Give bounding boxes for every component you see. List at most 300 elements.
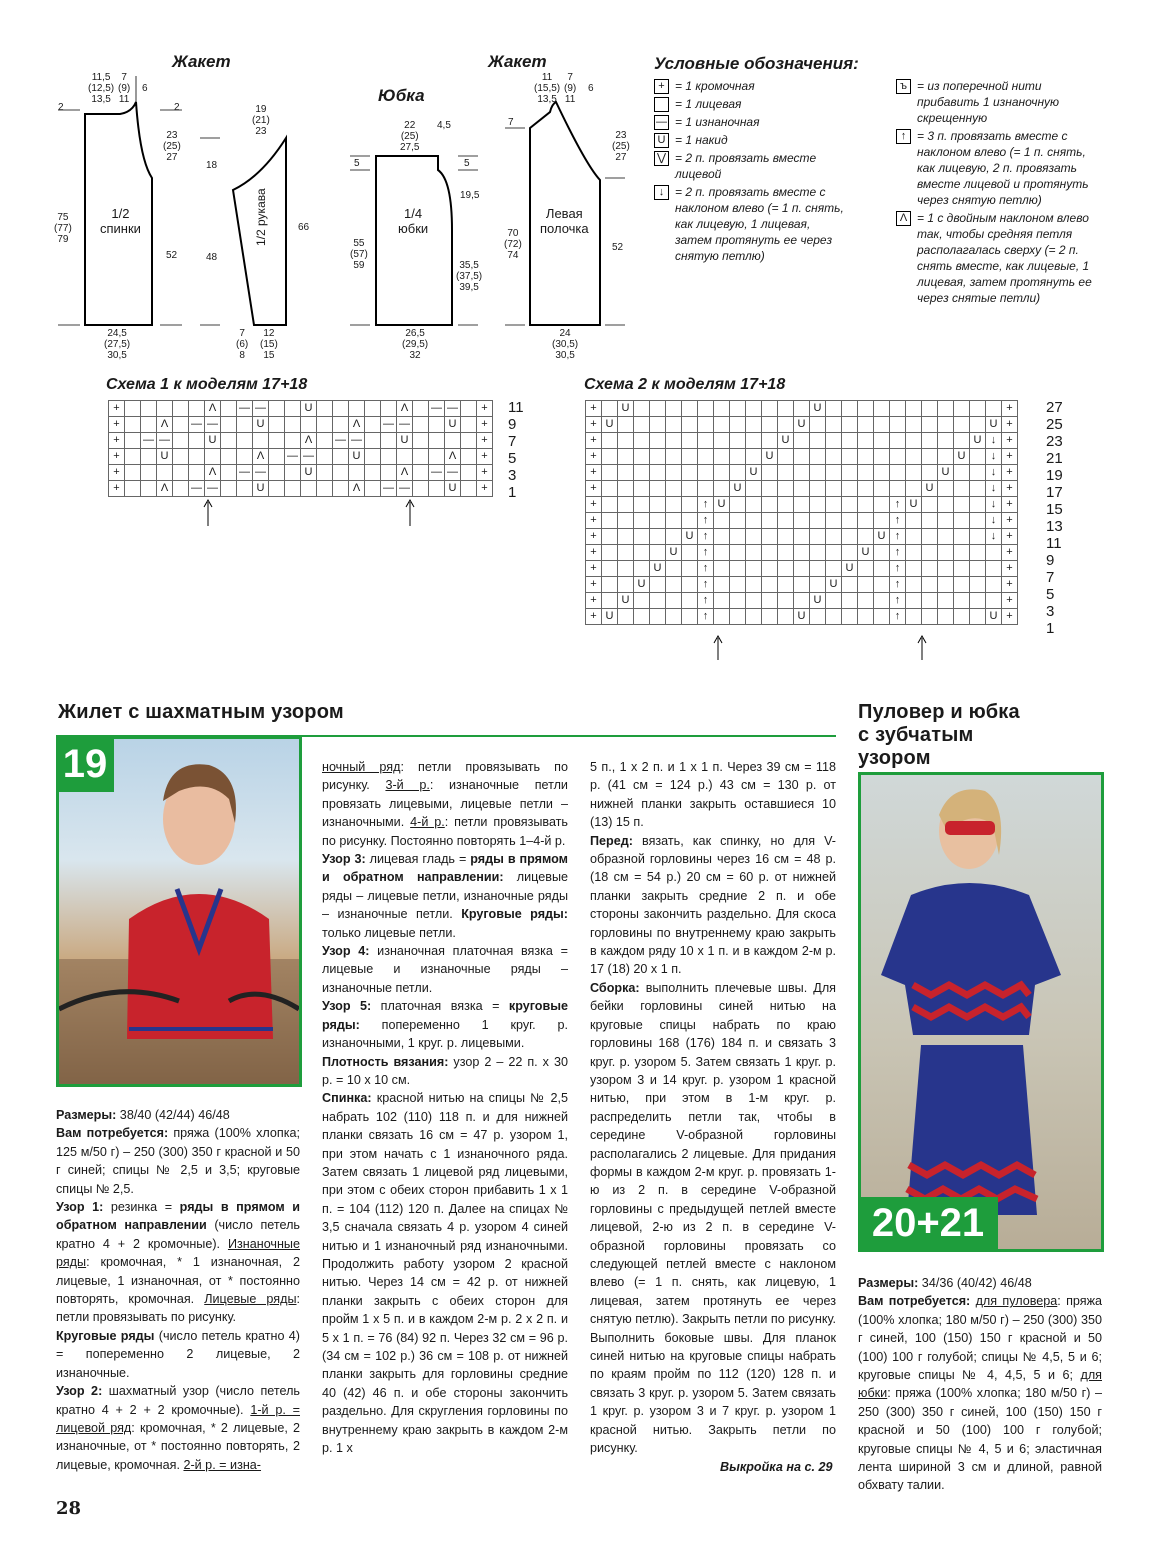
grid-cell bbox=[794, 433, 810, 449]
grid-cell bbox=[269, 401, 285, 417]
grid-cell bbox=[429, 433, 445, 449]
grid-cell bbox=[365, 449, 381, 465]
grid-cell bbox=[730, 465, 746, 481]
grid-cell bbox=[730, 513, 746, 529]
grid-cell bbox=[634, 449, 650, 465]
grid-cell bbox=[842, 481, 858, 497]
skirt-length: 55 (57) 59 bbox=[350, 238, 368, 271]
grid-cell bbox=[842, 465, 858, 481]
grid-cell bbox=[618, 561, 634, 577]
article20-number-badge bbox=[858, 1197, 998, 1249]
grid-cell bbox=[269, 465, 285, 481]
grid-cell bbox=[141, 449, 157, 465]
grid-cell: + bbox=[1002, 497, 1018, 513]
grid-cell: Λ bbox=[205, 401, 221, 417]
grid-cell: — bbox=[205, 481, 221, 497]
grid-cell: Λ bbox=[397, 401, 413, 417]
grid-cell: U bbox=[794, 417, 810, 433]
grid-cell bbox=[730, 529, 746, 545]
grid-cell bbox=[762, 481, 778, 497]
grid-cell bbox=[666, 481, 682, 497]
grid-cell bbox=[826, 529, 842, 545]
scheme2-arrows bbox=[710, 634, 930, 662]
grid-cell bbox=[237, 433, 253, 449]
grid-cell bbox=[602, 465, 618, 481]
page-number: 28 bbox=[56, 1498, 82, 1519]
article20-text bbox=[858, 1274, 1102, 1495]
grid-cell: ↑ bbox=[890, 497, 906, 513]
row-number: 7 bbox=[1046, 569, 1055, 586]
jacket-back-top-width: 11,5 (12,5) 13,5 bbox=[88, 72, 115, 105]
grid-cell bbox=[970, 545, 986, 561]
grid-cell bbox=[666, 401, 682, 417]
grid-cell bbox=[906, 593, 922, 609]
grid-cell bbox=[461, 465, 477, 481]
grid-cell: U bbox=[986, 417, 1002, 433]
grid-cell: — bbox=[189, 417, 205, 433]
grid-cell bbox=[922, 529, 938, 545]
grid-cell bbox=[317, 401, 333, 417]
grid-cell bbox=[778, 545, 794, 561]
grid-cell: ↑ bbox=[890, 609, 906, 625]
grid-cell bbox=[746, 401, 762, 417]
grid-cell bbox=[317, 433, 333, 449]
grid-cell bbox=[221, 481, 237, 497]
grid-cell bbox=[730, 497, 746, 513]
grid-cell: — bbox=[333, 433, 349, 449]
grid-cell bbox=[714, 401, 730, 417]
grid-cell bbox=[874, 433, 890, 449]
legend-symbol-icon: ⋁ bbox=[654, 151, 669, 166]
legend bbox=[654, 54, 1114, 74]
grid-cell: — bbox=[429, 465, 445, 481]
grid-cell: U bbox=[682, 529, 698, 545]
grid-cell bbox=[602, 561, 618, 577]
grid-cell bbox=[842, 433, 858, 449]
grid-cell bbox=[618, 609, 634, 625]
grid-cell: + bbox=[1002, 433, 1018, 449]
grid-cell bbox=[874, 449, 890, 465]
grid-cell bbox=[397, 449, 413, 465]
grid-cell bbox=[810, 417, 826, 433]
grid-cell: — bbox=[157, 433, 173, 449]
article19-pattern-ref[interactable]: Выкройка на с. 29 bbox=[720, 1460, 833, 1474]
legend-symbol-icon: + bbox=[654, 79, 669, 94]
grid-cell bbox=[810, 577, 826, 593]
grid-cell bbox=[778, 593, 794, 609]
grid-cell bbox=[746, 497, 762, 513]
grid-cell bbox=[365, 465, 381, 481]
grid-cell bbox=[365, 401, 381, 417]
grid-cell bbox=[810, 513, 826, 529]
legend-item bbox=[896, 128, 1102, 208]
grid-cell bbox=[922, 465, 938, 481]
grid-cell bbox=[842, 545, 858, 561]
grid-cell bbox=[858, 417, 874, 433]
grid-cell bbox=[858, 561, 874, 577]
grid-cell: U bbox=[810, 593, 826, 609]
grid-cell bbox=[698, 401, 714, 417]
paragraph: Перед: вязать, как спинку, но для V-образной горловины через 16 см = 48 р. (18 см = 54 р.) 20 см = 60 р. от нижней планки закрыть средние 2 п. и обе стороны закончить раздельно. Для скоса горловины по внутреннему краю закрыть в каждом ряду 10 x 1 п. и в каждом 2-м р. 17 (18) 20 x 1 п. bbox=[590, 833, 836, 977]
grid-cell bbox=[730, 577, 746, 593]
jacket-back-bottom: 24,5 (27,5) 30,5 bbox=[104, 328, 131, 361]
grid-cell: + bbox=[1002, 593, 1018, 609]
grid-cell bbox=[365, 433, 381, 449]
grid-cell bbox=[730, 561, 746, 577]
grid-cell: U bbox=[746, 465, 762, 481]
grid-cell bbox=[794, 401, 810, 417]
grid-cell bbox=[906, 401, 922, 417]
grid-cell: + bbox=[586, 481, 602, 497]
paragraph: Узор 3: лицевая гладь = ряды в прямом и обратном направлении: лицевые ряды – лицевые петли, изнаночные ряды – изнаночные петли. Круговые ряды: только лицевые петли. bbox=[322, 852, 568, 940]
grid-cell bbox=[890, 465, 906, 481]
legend-item bbox=[654, 184, 844, 264]
grid-cell bbox=[922, 497, 938, 513]
grid-cell: ↓ bbox=[986, 449, 1002, 465]
grid-cell: ↑ bbox=[698, 513, 714, 529]
grid-cell: + bbox=[109, 433, 125, 449]
grid-cell bbox=[285, 465, 301, 481]
grid-cell bbox=[189, 401, 205, 417]
grid-cell bbox=[173, 417, 189, 433]
grid-cell bbox=[762, 609, 778, 625]
grid-cell: ↑ bbox=[890, 545, 906, 561]
jacket-back-length: 75 (77) 79 bbox=[54, 212, 72, 245]
grid-cell: + bbox=[586, 465, 602, 481]
grid-cell bbox=[778, 529, 794, 545]
grid-cell: + bbox=[1002, 577, 1018, 593]
grid-cell bbox=[221, 465, 237, 481]
grid-cell bbox=[650, 481, 666, 497]
grid-cell bbox=[650, 433, 666, 449]
skirt-title: Юбка bbox=[378, 86, 425, 105]
scheme1-arrows bbox=[200, 498, 420, 528]
jacket-front-side: 7 bbox=[508, 117, 514, 128]
grid-cell bbox=[938, 609, 954, 625]
grid-cell bbox=[650, 545, 666, 561]
grid-cell bbox=[954, 593, 970, 609]
grid-cell: + bbox=[109, 417, 125, 433]
grid-cell bbox=[906, 529, 922, 545]
grid-cell bbox=[906, 465, 922, 481]
grid-cell bbox=[794, 577, 810, 593]
grid-cell bbox=[618, 465, 634, 481]
paragraph: Размеры: 34/36 (40/42) 46/48 bbox=[858, 1276, 1032, 1290]
grid-cell bbox=[746, 433, 762, 449]
grid-cell bbox=[682, 545, 698, 561]
grid-cell bbox=[634, 529, 650, 545]
jacket-back-right-drop: 2 bbox=[174, 102, 180, 113]
row-number: 9 bbox=[508, 416, 517, 433]
grid-cell bbox=[746, 529, 762, 545]
grid-cell bbox=[221, 417, 237, 433]
article20-title-line3: узором bbox=[858, 747, 931, 769]
grid-cell bbox=[602, 577, 618, 593]
grid-cell bbox=[794, 529, 810, 545]
article19-title: Жилет с шахматным узором bbox=[58, 701, 344, 723]
grid-cell bbox=[253, 433, 269, 449]
grid-cell bbox=[682, 609, 698, 625]
grid-cell bbox=[666, 449, 682, 465]
grid-cell bbox=[365, 481, 381, 497]
grid-cell: — bbox=[253, 401, 269, 417]
grid-cell bbox=[858, 609, 874, 625]
paragraph: Круговые ряды (число петель кратно 4) = попеременно 2 лицевые, 2 изнаночные. bbox=[56, 1328, 300, 1380]
grid-cell bbox=[794, 545, 810, 561]
row-number: 21 bbox=[1046, 450, 1063, 467]
grid-cell bbox=[381, 401, 397, 417]
grid-cell bbox=[954, 577, 970, 593]
grid-cell bbox=[826, 513, 842, 529]
grid-cell bbox=[634, 481, 650, 497]
grid-cell bbox=[970, 513, 986, 529]
grid-cell: Λ bbox=[445, 449, 461, 465]
grid-cell bbox=[602, 433, 618, 449]
grid-cell bbox=[954, 401, 970, 417]
grid-cell bbox=[461, 481, 477, 497]
grid-cell: ↑ bbox=[890, 561, 906, 577]
grid-cell bbox=[938, 561, 954, 577]
grid-cell bbox=[794, 481, 810, 497]
legend-symbol-icon: — bbox=[656, 116, 667, 128]
grid-cell bbox=[922, 577, 938, 593]
grid-cell: U bbox=[301, 401, 317, 417]
skirt-lower: 35,5 (37,5) 39,5 bbox=[456, 260, 483, 293]
grid-cell bbox=[714, 529, 730, 545]
paragraph: Размеры: 38/40 (42/44) 46/48 bbox=[56, 1108, 230, 1122]
scheme1-row-numbers bbox=[508, 399, 524, 501]
grid-cell bbox=[125, 401, 141, 417]
grid-cell: U bbox=[858, 545, 874, 561]
row-number: 23 bbox=[1046, 433, 1063, 450]
grid-cell: + bbox=[109, 465, 125, 481]
grid-cell bbox=[842, 529, 858, 545]
grid-cell: + bbox=[586, 449, 602, 465]
grid-cell: + bbox=[477, 417, 493, 433]
grid-cell bbox=[333, 417, 349, 433]
grid-cell bbox=[762, 465, 778, 481]
paragraph: Узор 1: резинка = ряды в прямом и обратном направлении (число петель кратно 4 + 2 кромочные). Изнаночные ряды: кромочная, * 1 изнаночная, 2 лицевые, 1 изнаночная, от * постоянно повторять, кромочная. Лицевые ряды: петли провязывать по рисунку. bbox=[56, 1200, 300, 1325]
grid-cell bbox=[986, 401, 1002, 417]
grid-cell: U bbox=[618, 401, 634, 417]
grid-cell bbox=[730, 593, 746, 609]
grid-cell bbox=[125, 481, 141, 497]
grid-cell bbox=[922, 545, 938, 561]
grid-cell bbox=[986, 545, 1002, 561]
grid-cell: + bbox=[109, 449, 125, 465]
grid-cell: — bbox=[141, 433, 157, 449]
legend-text: = 2 п. провязать вместе с наклоном влево (= 1 п. снять, как лицевую, 1 лицевая, затем протянуть ее через снятую петлю) bbox=[675, 185, 844, 263]
grid-cell bbox=[762, 433, 778, 449]
grid-cell bbox=[842, 449, 858, 465]
grid-cell bbox=[938, 497, 954, 513]
grid-cell: ↓ bbox=[986, 497, 1002, 513]
grid-cell bbox=[826, 481, 842, 497]
grid-cell bbox=[826, 561, 842, 577]
grid-cell bbox=[461, 449, 477, 465]
grid-cell bbox=[858, 529, 874, 545]
grid-cell bbox=[778, 417, 794, 433]
grid-cell: U bbox=[666, 545, 682, 561]
grid-cell bbox=[906, 417, 922, 433]
grid-cell bbox=[890, 433, 906, 449]
grid-cell bbox=[602, 513, 618, 529]
grid-cell: + bbox=[586, 577, 602, 593]
grid-cell bbox=[698, 433, 714, 449]
article20-number: 20+21 bbox=[871, 1201, 985, 1245]
grid-cell bbox=[874, 481, 890, 497]
grid-cell bbox=[858, 449, 874, 465]
grid-cell bbox=[349, 401, 365, 417]
grid-cell bbox=[634, 465, 650, 481]
row-number: 1 bbox=[1046, 620, 1055, 637]
grid-cell bbox=[890, 401, 906, 417]
grid-cell bbox=[634, 609, 650, 625]
skirt-label: 1/4 юбки bbox=[398, 206, 429, 236]
grid-cell bbox=[269, 433, 285, 449]
legend-item bbox=[896, 210, 1102, 306]
grid-cell bbox=[301, 417, 317, 433]
grid-cell bbox=[970, 593, 986, 609]
grid-cell: — bbox=[253, 465, 269, 481]
grid-cell: — bbox=[445, 401, 461, 417]
grid-cell: + bbox=[109, 401, 125, 417]
grid-cell bbox=[285, 433, 301, 449]
legend-symbol-icon bbox=[654, 97, 669, 112]
grid-cell bbox=[842, 497, 858, 513]
grid-cell: U bbox=[445, 481, 461, 497]
grid-cell bbox=[333, 401, 349, 417]
grid-cell bbox=[810, 497, 826, 513]
grid-cell bbox=[842, 401, 858, 417]
grid-cell bbox=[826, 449, 842, 465]
grid-cell bbox=[746, 417, 762, 433]
grid-cell: ↑ bbox=[698, 561, 714, 577]
grid-cell: U bbox=[938, 465, 954, 481]
grid-cell bbox=[698, 481, 714, 497]
grid-cell bbox=[429, 449, 445, 465]
grid-cell bbox=[938, 449, 954, 465]
grid-cell bbox=[762, 497, 778, 513]
grid-cell bbox=[730, 449, 746, 465]
grid-cell bbox=[778, 465, 794, 481]
grid-cell bbox=[746, 593, 762, 609]
grid-cell: U bbox=[842, 561, 858, 577]
grid-cell: ↑ bbox=[698, 545, 714, 561]
grid-cell bbox=[730, 401, 746, 417]
grid-cell bbox=[938, 513, 954, 529]
grid-cell: + bbox=[477, 465, 493, 481]
grid-cell bbox=[141, 401, 157, 417]
grid-cell: — bbox=[285, 449, 301, 465]
grid-cell: U bbox=[810, 401, 826, 417]
grid-cell bbox=[794, 465, 810, 481]
grid-cell bbox=[970, 465, 986, 481]
grid-cell: Λ bbox=[301, 433, 317, 449]
article20-title-line2: с зубчатым bbox=[858, 724, 974, 746]
grid-cell: U bbox=[253, 481, 269, 497]
grid-cell bbox=[922, 561, 938, 577]
jacket-back-title: Жакет bbox=[172, 52, 231, 71]
grid-cell: — bbox=[189, 481, 205, 497]
grid-cell bbox=[381, 465, 397, 481]
grid-cell bbox=[634, 497, 650, 513]
grid-cell bbox=[602, 497, 618, 513]
grid-cell: — bbox=[205, 417, 221, 433]
grid-cell bbox=[682, 481, 698, 497]
sleeve-right: 66 bbox=[298, 222, 310, 233]
grid-cell bbox=[413, 481, 429, 497]
grid-cell: — bbox=[445, 465, 461, 481]
grid-cell bbox=[317, 449, 333, 465]
grid-cell bbox=[666, 561, 682, 577]
grid-cell bbox=[810, 609, 826, 625]
grid-cell bbox=[970, 497, 986, 513]
grid-cell bbox=[650, 465, 666, 481]
grid-cell: Λ bbox=[157, 417, 173, 433]
grid-cell bbox=[906, 449, 922, 465]
grid-cell bbox=[938, 577, 954, 593]
grid-cell bbox=[778, 481, 794, 497]
legend-text: = 1 лицевая bbox=[675, 97, 742, 111]
grid-cell bbox=[445, 433, 461, 449]
grid-cell: ↑ bbox=[698, 497, 714, 513]
grid-cell bbox=[634, 545, 650, 561]
grid-cell bbox=[698, 449, 714, 465]
grid-cell: + bbox=[109, 481, 125, 497]
grid-cell bbox=[125, 433, 141, 449]
grid-cell bbox=[682, 513, 698, 529]
grid-cell bbox=[778, 497, 794, 513]
grid-cell bbox=[602, 481, 618, 497]
grid-cell bbox=[938, 545, 954, 561]
grid-cell bbox=[986, 593, 1002, 609]
grid-cell: — bbox=[237, 401, 253, 417]
grid-cell bbox=[906, 561, 922, 577]
grid-cell: U bbox=[301, 465, 317, 481]
grid-cell bbox=[618, 529, 634, 545]
grid-cell bbox=[746, 513, 762, 529]
grid-cell bbox=[602, 401, 618, 417]
grid-cell bbox=[762, 561, 778, 577]
grid-cell bbox=[986, 561, 1002, 577]
grid-cell bbox=[173, 401, 189, 417]
grid-cell: — bbox=[397, 417, 413, 433]
paragraph: Узор 4: изнаночная платочная вязка = лицевые и изнаночные ряды – изнаночные петли. bbox=[322, 944, 568, 995]
jacket-front-top-neck: 7 (9) 11 bbox=[564, 72, 577, 105]
grid-cell: U bbox=[794, 609, 810, 625]
grid-cell bbox=[794, 497, 810, 513]
grid-cell bbox=[938, 417, 954, 433]
grid-cell bbox=[141, 417, 157, 433]
row-number: 27 bbox=[1046, 399, 1063, 416]
paragraph: Узор 5: платочная вязка = круговые ряды: попеременно 1 круг. р. изнаночными, 1 круг. р. лицевыми. bbox=[322, 999, 568, 1051]
grid-cell bbox=[698, 417, 714, 433]
grid-cell bbox=[269, 417, 285, 433]
grid-cell: U bbox=[205, 433, 221, 449]
grid-cell bbox=[874, 401, 890, 417]
grid-cell bbox=[650, 449, 666, 465]
sleeve-bottom-2: 12 (15) 15 bbox=[260, 328, 278, 361]
grid-cell bbox=[634, 513, 650, 529]
row-number: 11 bbox=[508, 399, 524, 416]
grid-cell: U bbox=[922, 481, 938, 497]
article20-photo bbox=[858, 772, 1104, 1252]
grid-cell: + bbox=[586, 609, 602, 625]
grid-cell bbox=[365, 417, 381, 433]
grid-cell bbox=[730, 545, 746, 561]
grid-cell bbox=[714, 545, 730, 561]
